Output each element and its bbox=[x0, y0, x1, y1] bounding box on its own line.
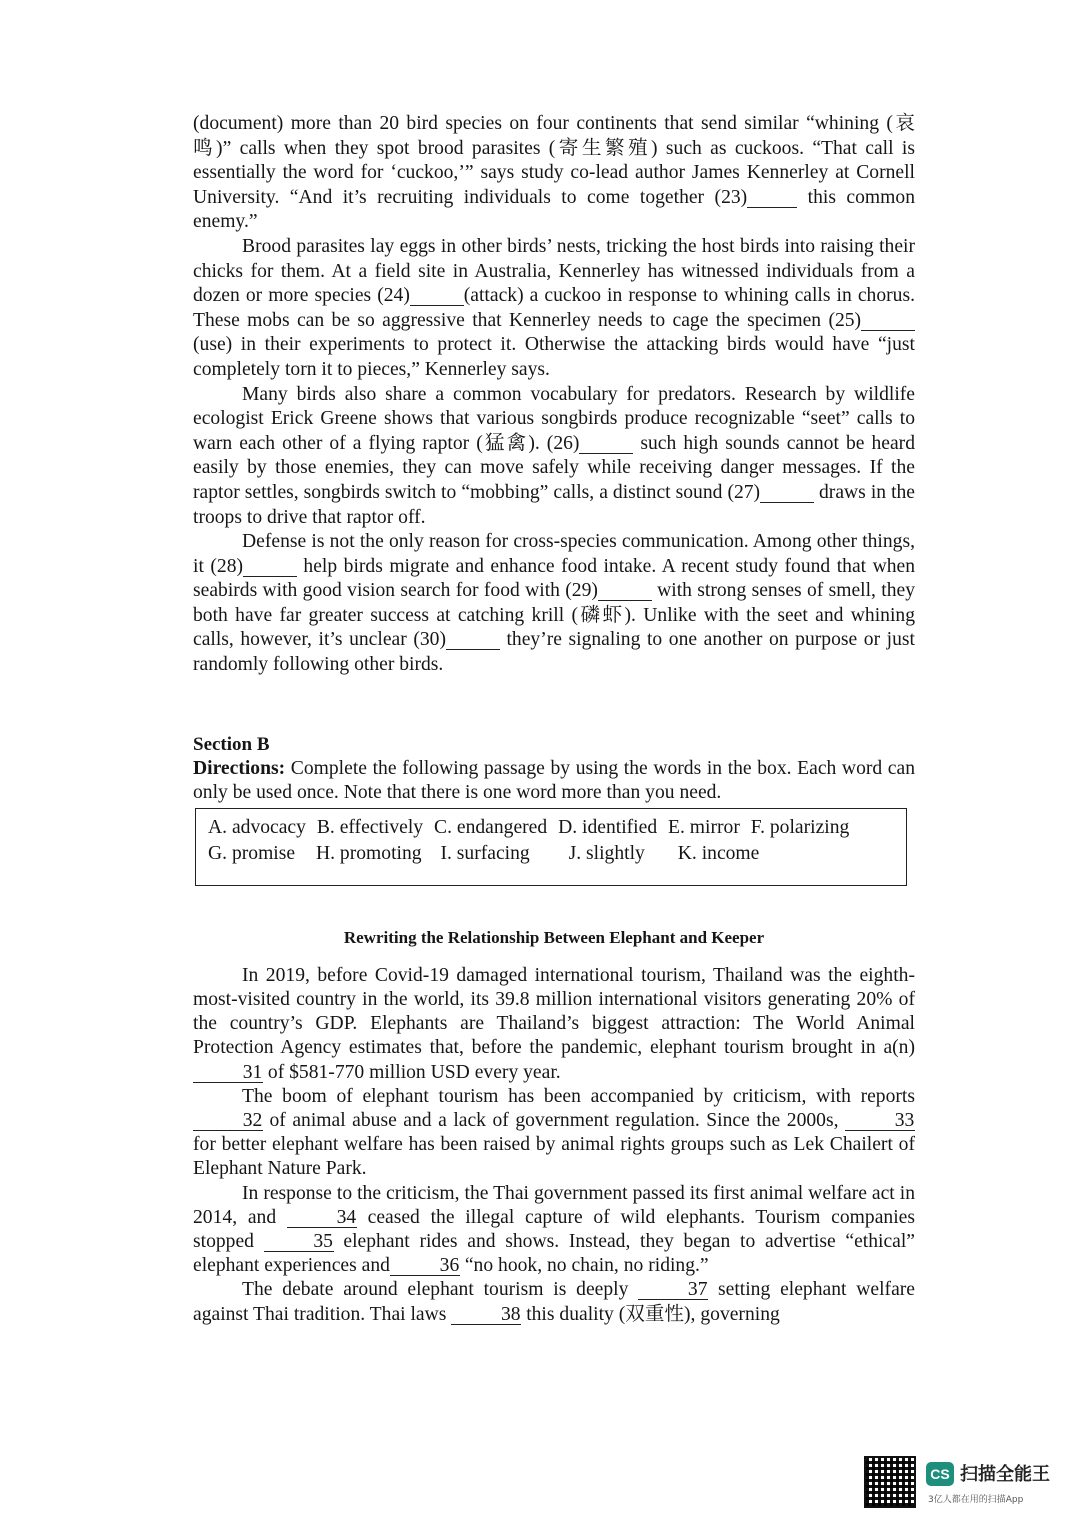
text: help birds migrate and enhance food intake. A recent study found that when seabirds with good vision search for food with (29) bbox=[193, 555, 916, 602]
text: of animal abuse and a lack of government regulation. Since the 2000s, bbox=[263, 1110, 845, 1132]
text: (attack) a cuckoo in response to whining calls in chorus. These mobs can be so aggressive that Kennerley needs to cage the specimen (25) bbox=[193, 285, 915, 331]
text: draws in the troops to drive that raptor off. bbox=[193, 481, 916, 528]
text: setting elephant welfare against Thai tradition. Thai laws bbox=[193, 1279, 915, 1325]
blank-37[interactable]: 37 bbox=[638, 1281, 708, 1300]
blank-24[interactable] bbox=[410, 287, 464, 306]
option-h: H. promoting bbox=[315, 842, 422, 864]
blank-36[interactable]: 36 bbox=[390, 1257, 460, 1276]
text: In 2019, before Covid-19 damaged international tourism, Thailand was the eighth-most-visited country in the world, its 39.8 million international visitors generating 20% of the country’s GDP. Elephants are Thailand’s biggest attraction: The World Animal Protection Agency estimates that, before the pandemic, elephant tourism brought in a(n) bbox=[193, 964, 915, 1059]
directions-text: Complete the following passage by using the words in the box. Each word can only be used once. Note that there is one word more than you need. bbox=[193, 757, 915, 804]
option-d: D. identified bbox=[558, 816, 658, 838]
text: The boom of elephant tourism has been accompanied by criticism, with reports bbox=[242, 1085, 915, 1107]
word-box-row-1 bbox=[208, 815, 894, 841]
paragraph-p1 bbox=[193, 112, 915, 235]
directions-label: Directions: bbox=[193, 757, 286, 779]
passage-paragraph-1 bbox=[193, 964, 915, 1085]
text: they’re signaling to one another on purpose or just randomly following other birds. bbox=[193, 629, 915, 676]
passage-body bbox=[193, 964, 915, 1327]
scanner-watermark bbox=[864, 1456, 1064, 1512]
text: ceased the illegal capture of wild elephants. Tourism companies stopped bbox=[193, 1206, 915, 1253]
option-b: B. effectively bbox=[316, 816, 424, 838]
app-name: 扫描全能王 bbox=[960, 1464, 1050, 1485]
text: this common enemy.” bbox=[193, 186, 915, 233]
text: of $581-770 million USD every year. bbox=[263, 1061, 561, 1083]
blank-38[interactable]: 38 bbox=[451, 1306, 521, 1325]
text: Defense is not the only reason for cross-species communication. Among other things, it (28) bbox=[193, 531, 915, 577]
text: elephant rides and shows. Instead, they began to advertise “ethical” elephant experiences and bbox=[193, 1231, 915, 1277]
paragraph-p2 bbox=[193, 235, 915, 383]
text: (use) in their experiments to protect it. Otherwise the attacking birds would have “just completely torn it to pieces,” Kennerley says. bbox=[193, 334, 915, 380]
option-k: K. income bbox=[677, 842, 760, 864]
option-f: F. polarizing bbox=[750, 816, 850, 838]
option-j: J. slightly bbox=[568, 842, 645, 864]
camscanner-logo: CS bbox=[926, 1462, 954, 1486]
word-box-row-2 bbox=[208, 841, 894, 867]
blank-26[interactable] bbox=[579, 435, 633, 454]
passage-paragraph-2 bbox=[193, 1085, 915, 1182]
blank-31[interactable]: 31 bbox=[193, 1064, 263, 1083]
passage-paragraph-3 bbox=[193, 1182, 915, 1279]
blank-34[interactable]: 34 bbox=[287, 1209, 357, 1228]
blank-27[interactable] bbox=[760, 484, 814, 503]
blank-32[interactable]: 32 bbox=[193, 1112, 263, 1131]
text: (document) more than 20 bird species on four continents that send similar “whining (哀鸣)” calls when they spot brood parasites (寄生繁殖) such as cuckoos. “That call is essentially the word for ‘cuckoo,’” says study co-lead author James Kennerley at Cornell University. “And it’s recruiting individuals to come together (23) bbox=[193, 113, 915, 208]
option-e: E. mirror bbox=[668, 816, 740, 838]
word-box bbox=[195, 808, 907, 886]
passage-title: Rewriting the Relationship Between Elephant and Keeper bbox=[343, 927, 765, 947]
option-g: G. promise bbox=[208, 842, 296, 864]
option-i: I. surfacing bbox=[440, 842, 530, 864]
blank-33[interactable]: 33 bbox=[845, 1112, 915, 1131]
blank-30[interactable] bbox=[446, 631, 500, 650]
blank-35[interactable]: 35 bbox=[264, 1233, 334, 1252]
blank-25[interactable] bbox=[861, 312, 915, 331]
text: with strong senses of smell, they both have far greater success at catching krill (磷虾). Unlike with the seet and whining calls, however, it’s unclear (30) bbox=[193, 580, 915, 651]
paragraph-p4 bbox=[193, 530, 915, 678]
text: Many birds also share a common vocabulary for predators. Research by wildlife ecologist Erick Greene shows that various songbirds produce recognizable “seet” calls to warn each other of a flying raptor (猛禽). (26) bbox=[193, 383, 915, 454]
document-page bbox=[193, 112, 915, 1327]
text: such high sounds cannot be heard easily by those enemies, they can move safely while receiving danger messages. If the raptor settles, songbirds switch to “mobbing” calls, a distinct sound (27) bbox=[193, 432, 915, 503]
blank-29[interactable] bbox=[598, 582, 652, 601]
text: this duality (双重性), governing bbox=[521, 1303, 780, 1325]
option-c: C. endangered bbox=[434, 816, 548, 838]
option-a: A. advocacy bbox=[208, 816, 306, 838]
text: “no hook, no chain, no riding.” bbox=[459, 1255, 709, 1277]
text: In response to the criticism, the Thai government passed its first animal welfare act in 2014, and bbox=[193, 1182, 915, 1228]
text: for better elephant welfare has been raised by animal rights groups such as Lek Chailert of Elephant Nature Park. bbox=[193, 1134, 915, 1180]
app-tagline: 3亿人都在用的扫描App bbox=[928, 1495, 1024, 1505]
text: Brood parasites lay eggs in other birds’ nests, tricking the host birds into raising their chicks for them. At a field site in Australia, Kennerley has witnessed individuals from a dozen or more species (24) bbox=[193, 235, 915, 307]
directions bbox=[193, 757, 915, 806]
qr-code-icon bbox=[864, 1456, 916, 1508]
paragraph-p3 bbox=[193, 383, 915, 531]
passage-paragraph-4 bbox=[193, 1278, 915, 1326]
blank-28[interactable] bbox=[243, 558, 297, 577]
blank-23[interactable] bbox=[747, 189, 797, 208]
section-b-heading: Section B bbox=[193, 733, 270, 755]
text: The debate around elephant tourism is deeply bbox=[242, 1279, 639, 1301]
